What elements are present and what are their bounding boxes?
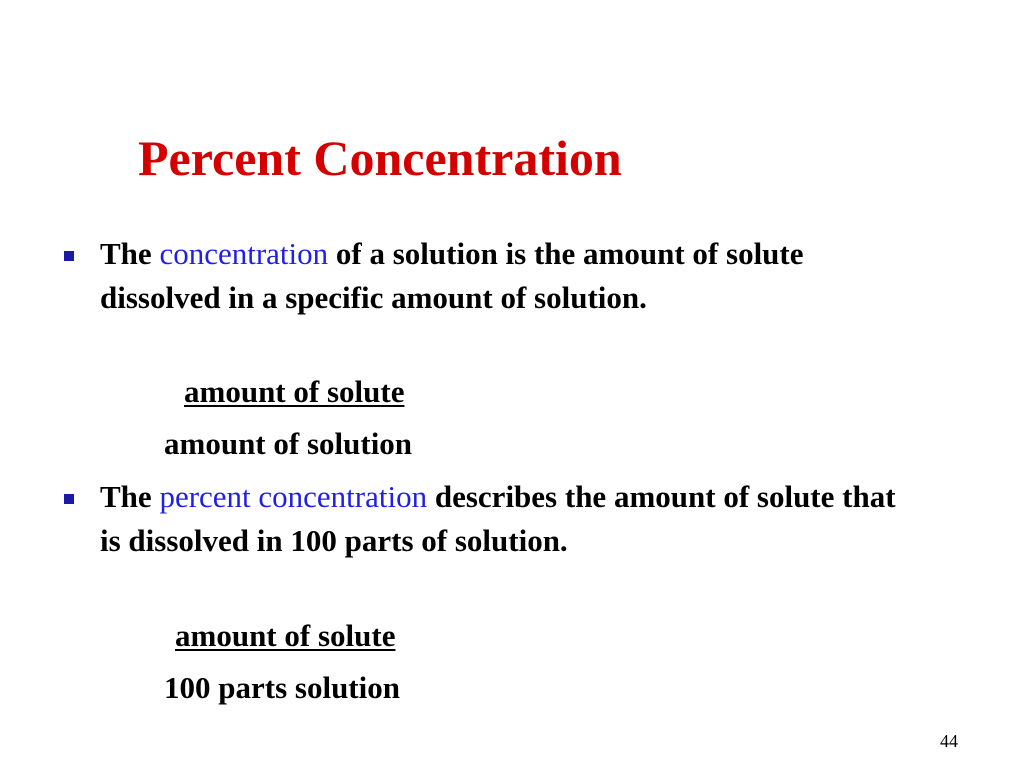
bullet-text-2: [100, 475, 900, 563]
slide-title: Percent Concentration: [138, 130, 622, 186]
bullet-text-1: [100, 232, 900, 320]
bullet-2-post: describes the amount of solute that is dissolved in 100 parts of solution.: [100, 479, 896, 558]
bullet-1-post: of a solution is the amount of solute dissolved in a specific amount of solution.: [100, 236, 804, 315]
fraction-2-numerator: amount of solute: [175, 618, 396, 653]
bullet-1-pre: The: [100, 236, 160, 271]
term-concentration: concentration: [159, 236, 329, 271]
fraction-2-denominator: 100 parts solution: [164, 670, 400, 705]
bullet-marker-1: [64, 251, 74, 261]
bullet-2-pre: The: [100, 479, 160, 514]
page-number: 44: [940, 731, 958, 751]
term-percent-concentration: percent concentration: [159, 479, 428, 514]
bullet-marker-2: [64, 494, 74, 504]
fraction-1-denominator: amount of solution: [164, 426, 413, 461]
fraction-1-numerator: amount of solute: [184, 374, 405, 409]
